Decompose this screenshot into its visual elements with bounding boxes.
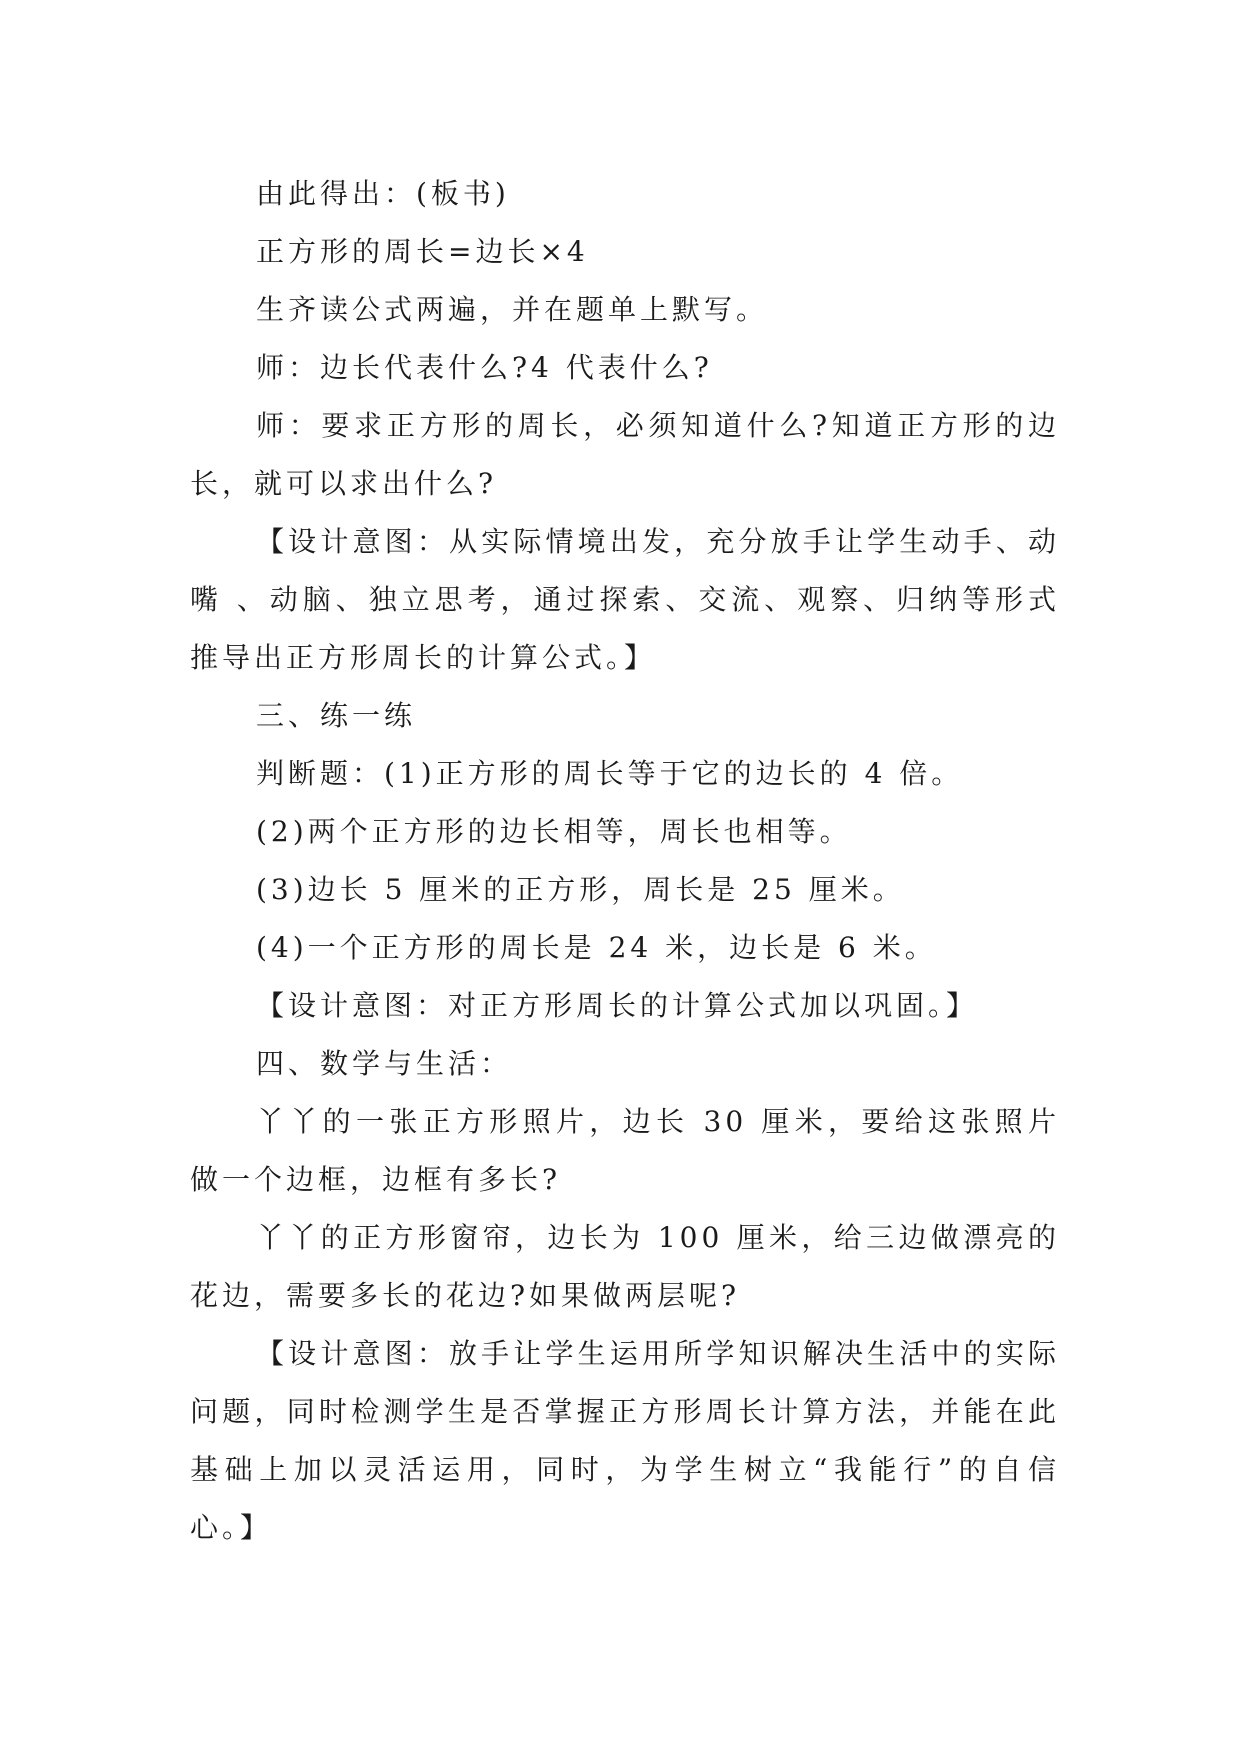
paragraph-design-intent-1: 【设计意图：从实际情境出发，充分放手让学生动手、动嘴 、动脑、独立思考，通过探索、交流、观察、归纳等形式推导出正方形周长的计算公式。】 bbox=[190, 525, 1060, 674]
paragraph-judge-1: 判断题：(1)正方形的周长等于它的边长的 4 倍。 bbox=[256, 757, 964, 790]
paragraph-conclusion: 由此得出：(板书) bbox=[256, 177, 510, 210]
paragraph-teacher-question-2: 师：要求正方形的周长，必须知道什么?知道正方形的边长，就可以求出什么? bbox=[190, 409, 1060, 500]
paragraph-read-formula: 生齐读公式两遍，并在题单上默写。 bbox=[256, 293, 769, 326]
section-heading-practice: 三、练一练 bbox=[256, 699, 417, 732]
paragraph-judge-3: (3)边长 5 厘米的正方形，周长是 25 厘米。 bbox=[256, 873, 905, 906]
paragraph-judge-2: (2)两个正方形的边长相等，周长也相等。 bbox=[256, 815, 852, 848]
paragraph-teacher-question-1: 师：边长代表什么?4 代表什么? bbox=[256, 351, 713, 384]
paragraph-judge-4: (4)一个正方形的周长是 24 米，边长是 6 米。 bbox=[256, 931, 937, 964]
paragraph-design-intent-3: 【设计意图：放手让学生运用所学知识解决生活中的实际问题，同时检测学生是否掌握正方形周长计算方法，并能在此基础上加以灵活运用，同时，为学生树立“我能行”的自信心。】 bbox=[190, 1337, 1060, 1544]
document-page bbox=[190, 165, 1060, 1557]
paragraph-design-intent-2: 【设计意图：对正方形周长的计算公式加以巩固。】 bbox=[256, 989, 979, 1022]
paragraph-photo-problem: 丫丫的一张正方形照片，边长 30 厘米，要给这张照片做一个边框，边框有多长? bbox=[190, 1105, 1060, 1196]
paragraph-formula: 正方形的周长=边长×4 bbox=[256, 235, 589, 268]
section-heading-math-life: 四、数学与生活： bbox=[256, 1047, 513, 1080]
paragraph-curtain-problem: 丫丫的正方形窗帘，边长为 100 厘米，给三边做漂亮的花边，需要多长的花边?如果做两层呢? bbox=[190, 1221, 1060, 1312]
